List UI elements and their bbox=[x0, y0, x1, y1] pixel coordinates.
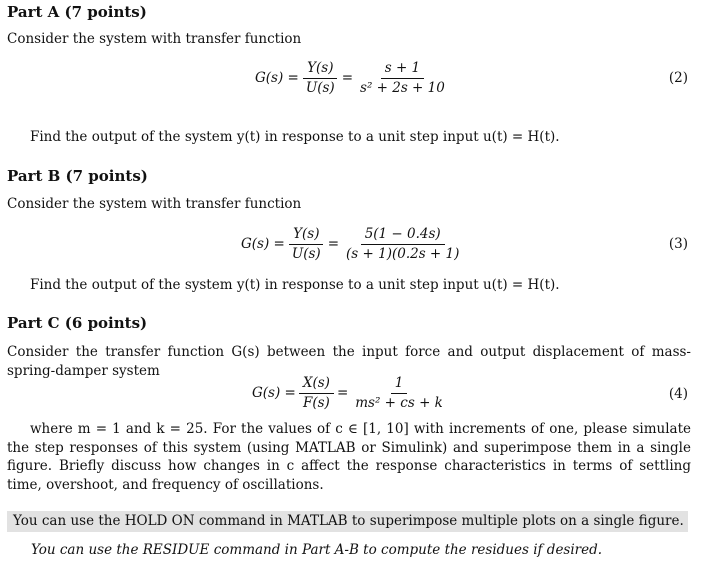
part-b-fraction-1 bbox=[288, 227, 325, 262]
part-a-intro: Consider the system with transfer function bbox=[7, 31, 302, 47]
part-b-frac2-num: 5(1 − 0.4s) bbox=[361, 227, 445, 245]
part-b-intro: Consider the system with transfer function bbox=[7, 196, 302, 212]
part-b-eq-lhs: G(s) = bbox=[241, 236, 285, 252]
hold-on-note-text: You can use the HOLD ON command in MATLAB to superimpose multiple plots on a single figure. bbox=[13, 513, 684, 529]
part-b-equals: = bbox=[327, 236, 340, 252]
part-a-fraction-1 bbox=[302, 61, 339, 96]
part-b-equation bbox=[241, 224, 466, 264]
part-a-frac1-num: Y(s) bbox=[303, 61, 337, 79]
part-c-frac2-den: ms² + cs + k bbox=[355, 394, 443, 411]
part-c-fraction-2 bbox=[351, 376, 447, 411]
part-a-fraction-2 bbox=[356, 61, 449, 96]
part-c-frac1-num: X(s) bbox=[299, 376, 334, 394]
part-a-eq-lhs: G(s) = bbox=[255, 70, 299, 86]
part-a-frac2-den: s² + 2s + 10 bbox=[360, 79, 445, 96]
part-c-equation bbox=[252, 373, 450, 413]
part-b-question: Find the output of the system y(t) in response to a unit step input u(t) = H(t). bbox=[30, 277, 560, 293]
part-b-frac1-num: Y(s) bbox=[289, 227, 323, 245]
part-c-body: where m = 1 and k = 25. For the values of c ∈ [1, 10] with increments of one, please simulate the step responses of this system (using MATLAB or Simulink) and superimpose them in a single figure. Briefly discuss how changes in c affect the response characteristics in terms of settling time, overshoot, and frequency of oscillations. bbox=[7, 421, 691, 493]
residue-note: You can use the RESIDUE command in Part A-B to compute the residues if desired. bbox=[31, 542, 603, 558]
part-a-frac1-den: U(s) bbox=[305, 79, 335, 96]
part-a-frac2-num: s + 1 bbox=[381, 61, 424, 79]
part-c-heading: Part C (6 points) bbox=[7, 314, 148, 332]
part-c-equals: = bbox=[336, 385, 349, 401]
part-c-intro: Consider the transfer function G(s) between the input force and output displacement of mass-spring-damper system bbox=[7, 344, 691, 379]
part-c-frac2-num: 1 bbox=[391, 376, 408, 394]
part-a-equation bbox=[255, 58, 452, 98]
part-a-eq-number: (2) bbox=[668, 70, 688, 86]
part-c-fraction-1 bbox=[299, 376, 334, 411]
part-b-heading: Part B (7 points) bbox=[7, 167, 148, 185]
part-b-frac1-den: U(s) bbox=[291, 245, 321, 262]
part-a-equals: = bbox=[341, 70, 354, 86]
hold-on-note bbox=[7, 511, 688, 532]
part-b-eq-number: (3) bbox=[668, 236, 688, 252]
part-a-heading: Part A (7 points) bbox=[7, 3, 147, 21]
part-b-frac2-den: (s + 1)(0.2s + 1) bbox=[346, 245, 460, 262]
part-c-eq-lhs: G(s) = bbox=[252, 385, 296, 401]
part-c-frac1-den: F(s) bbox=[302, 394, 330, 411]
part-c-eq-number: (4) bbox=[668, 386, 688, 402]
part-b-fraction-2 bbox=[342, 227, 463, 262]
part-a-question: Find the output of the system y(t) in response to a unit step input u(t) = H(t). bbox=[30, 129, 560, 145]
